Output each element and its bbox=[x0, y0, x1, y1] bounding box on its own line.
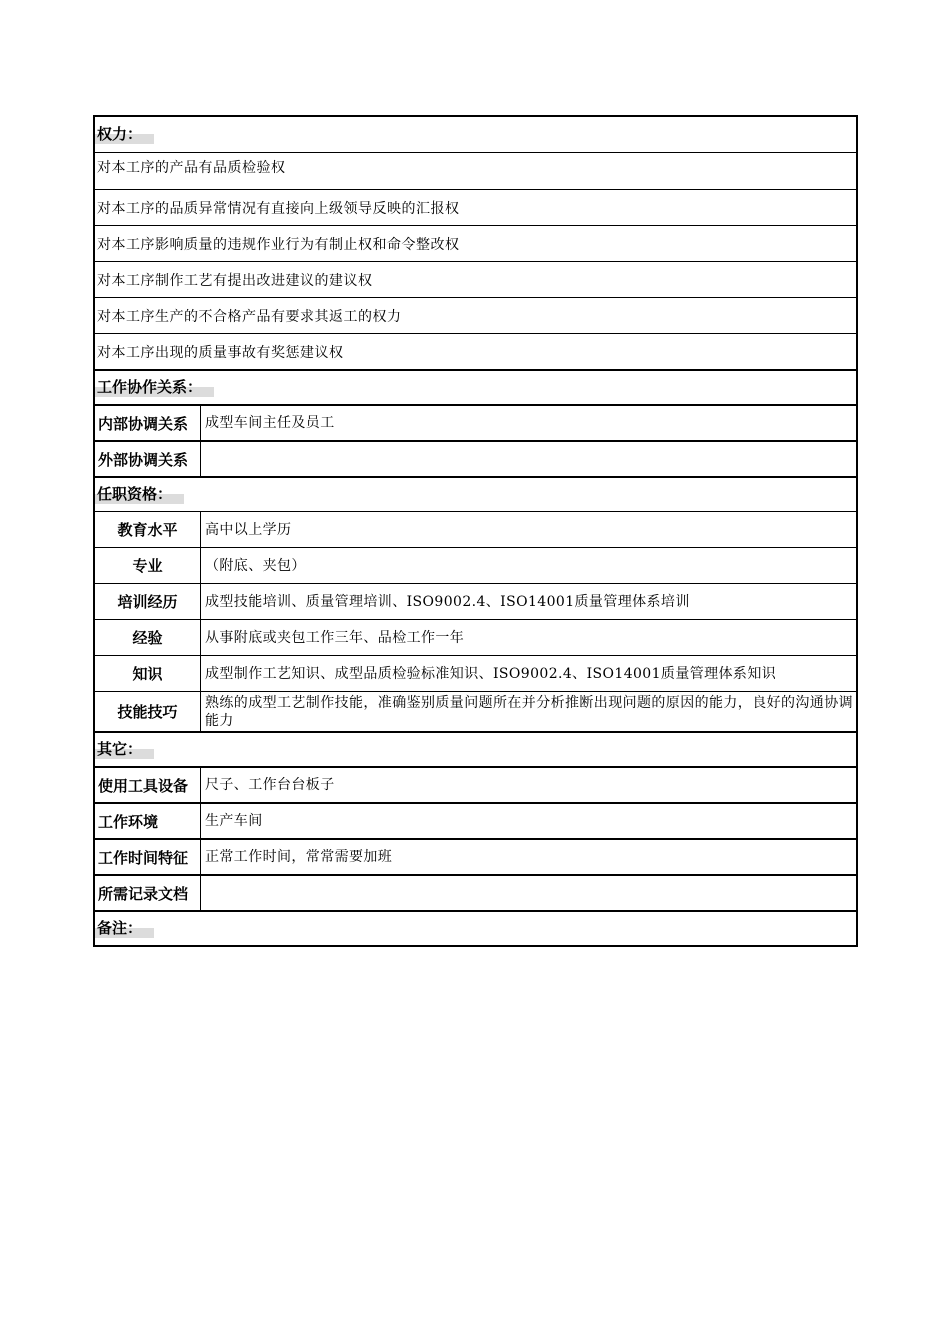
qualification-value: 成型技能培训、质量管理培训、ISO9002.4、ISO14001质量管理体系培训 bbox=[205, 593, 690, 610]
other-row bbox=[95, 802, 856, 838]
qualification-row bbox=[95, 547, 856, 583]
other-label: 所需记录文档 bbox=[95, 876, 201, 910]
qualification-value: 成型制作工艺知识、成型品质检验标准知识、ISO9002.4、ISO14001质量管理体系知识 bbox=[205, 665, 777, 682]
qualification-value: 熟练的成型工艺制作技能，准确鉴别质量问题所在并分析推断出现问题的原因的能力，良好的沟通协调能力 bbox=[205, 694, 853, 729]
authority-item bbox=[95, 333, 856, 369]
qualification-value: 从事附底或夹包工作三年、品检工作一年 bbox=[205, 629, 465, 646]
authority-item bbox=[95, 225, 856, 261]
qualification-row bbox=[95, 691, 856, 731]
qualification-value: 高中以上学历 bbox=[205, 521, 292, 538]
other-value: 生产车间 bbox=[205, 813, 263, 829]
section-other bbox=[95, 731, 856, 766]
other-label: 工作时间特征 bbox=[95, 840, 201, 874]
section-qualification bbox=[95, 476, 856, 511]
authority-item-text: 对本工序的产品有品质检验权 bbox=[97, 160, 286, 176]
internal-coordination-value: 成型车间主任及员工 bbox=[205, 415, 335, 431]
section-header-cooperation: 工作协作关系： bbox=[95, 379, 214, 397]
other-value: 尺子、工作台台板子 bbox=[205, 777, 335, 793]
authority-item-text: 对本工序制作工艺有提出改进建议的建议权 bbox=[97, 272, 373, 289]
qualification-value: （附底、夹包） bbox=[205, 557, 306, 574]
external-coordination-value bbox=[201, 442, 205, 476]
section-header-remarks: 备注： bbox=[95, 920, 154, 938]
authority-item bbox=[95, 297, 856, 333]
other-value: 正常工作时间，常常需要加班 bbox=[205, 849, 393, 865]
qualification-row bbox=[95, 511, 856, 547]
other-value bbox=[201, 876, 205, 910]
qualification-label: 技能技巧 bbox=[95, 692, 201, 731]
other-row bbox=[95, 838, 856, 874]
qualification-label: 专业 bbox=[95, 548, 201, 583]
section-authority bbox=[95, 117, 856, 152]
authority-item bbox=[95, 189, 856, 225]
section-header-other: 其它： bbox=[95, 741, 154, 759]
authority-item-text: 对本工序生产的不合格产品有要求其返工的权力 bbox=[97, 308, 402, 325]
authority-item-text: 对本工序出现的质量事故有奖惩建议权 bbox=[97, 344, 344, 361]
section-cooperation bbox=[95, 369, 856, 404]
section-header-qualification: 任职资格： bbox=[95, 486, 184, 504]
authority-item-text: 对本工序的品质异常情况有直接向上级领导反映的汇报权 bbox=[97, 200, 460, 217]
internal-coordination-row bbox=[95, 404, 856, 440]
qualification-label: 培训经历 bbox=[95, 584, 201, 619]
other-row bbox=[95, 874, 856, 910]
external-coordination-row bbox=[95, 440, 856, 476]
qualification-label: 知识 bbox=[95, 656, 201, 691]
qualification-row bbox=[95, 583, 856, 619]
other-label: 工作环境 bbox=[95, 804, 201, 838]
external-coordination-label: 外部协调关系 bbox=[95, 442, 201, 476]
qualification-row bbox=[95, 619, 856, 655]
other-label: 使用工具设备 bbox=[95, 768, 201, 802]
section-header-authority: 权力： bbox=[95, 126, 154, 144]
job-description-table bbox=[93, 115, 858, 947]
internal-coordination-label: 内部协调关系 bbox=[95, 406, 201, 440]
authority-item bbox=[95, 261, 856, 297]
section-remarks bbox=[95, 910, 856, 945]
qualification-label: 教育水平 bbox=[95, 512, 201, 547]
qualification-label: 经验 bbox=[95, 620, 201, 655]
other-row bbox=[95, 766, 856, 802]
authority-item-text: 对本工序影响质量的违规作业行为有制止权和命令整改权 bbox=[97, 236, 460, 253]
qualification-row bbox=[95, 655, 856, 691]
authority-item bbox=[95, 152, 856, 189]
